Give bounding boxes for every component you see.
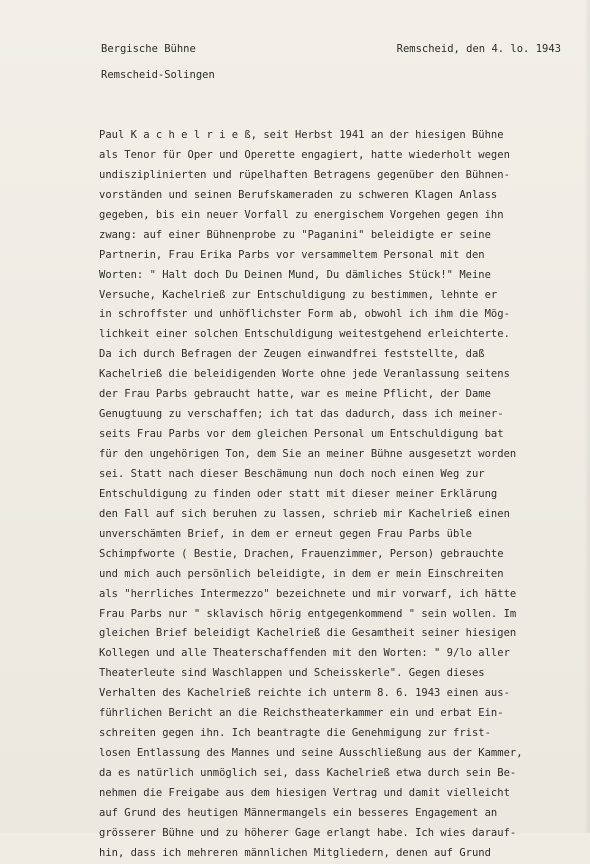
body-line: vorständen und seinen Berufskameraden zu schweren Klagen Anlass	[99, 188, 498, 201]
body-line: in schroffster und unhöflichster Form ab, obwohl ich ihm die Mög-	[99, 308, 510, 321]
body-line: losen Entlassung des Mannes und seine Ausschließung aus der Kammer,	[99, 747, 523, 760]
body-line: zwang: auf einer Bühnenprobe zu "Paganini" beleidigte er seine	[99, 228, 491, 241]
body-line: für den ungehörigen Ton, dem Sie an meiner Bühne ausgesetzt worden	[99, 448, 517, 460]
body-line: Da ich durch Befragen der Zeugen einwandfrei feststellte, daß	[99, 348, 485, 361]
body-line: als Tenor für Oper und Operette engagiert, hatte wiederholt wegen	[99, 148, 510, 161]
body-line: Kachelrieß die beleidigenden Worte ohne jede Veranlassung seitens	[99, 368, 510, 381]
body-line: Theaterleute sind Waschlappen und Scheisskerle". Gegen dieses	[99, 667, 485, 680]
body-line: Paul K a c h e l r i e ß, seit Herbst 1941 an der hiesigen Bühne	[99, 129, 504, 141]
body-line: und mich auch persönlich beleidigte, in dem er mein Einschreiten	[99, 567, 504, 580]
body-line: schreiten gegen ihn. Ich beantragte die Genehmigung zur frist-	[99, 727, 491, 740]
body-line: hin, dass ich mehreren männlichen Mitgliedern, denen auf Grund	[99, 846, 491, 859]
letter-header	[101, 36, 561, 88]
body-line: lichkeit einer solchen Entschuldigung weitestgehend erleichterte.	[99, 328, 510, 341]
body-line: Verhalten des Kachelrieß reichte ich unterm 8. 6. 1943 einen aus-	[99, 687, 510, 700]
letter-body	[99, 126, 559, 864]
body-line: unverschämten Brief, in dem er erneut gegen Frau Parbs üble	[99, 527, 472, 540]
body-line: undisziplinierten und rüpelhaften Betragens gegenüber den Bühnen-	[99, 168, 510, 181]
body-line: Schimpfworte ( Bestie, Drachen, Frauenzimmer, Person) gebrauchte	[99, 547, 504, 560]
body-line: da es natürlich unmöglich sei, dass Kachelrieß etwa durch sein Be-	[99, 767, 517, 779]
body-line: sei. Statt nach dieser Beschämung nun doch noch einen Weg zur	[99, 467, 485, 480]
body-line: grösserer Bühne und zu höherer Gage erlangt habe. Ich wies darauf-	[99, 826, 517, 839]
company-city: Remscheid-Solingen	[101, 69, 215, 81]
body-line: Frau Parbs nur " sklavisch hörig entgegenkommend " sein wollen. Im	[99, 607, 517, 620]
body-line: führlichen Bericht an die Reichstheaterkammer ein und erbat Ein-	[99, 707, 504, 720]
header-second-row	[101, 62, 561, 88]
body-line: nehmen die Freigabe aus dem hiesigen Vertrag und damit vielleicht	[99, 786, 510, 799]
body-line: gegeben, bis ein neuer Vorfall zu energischem Vorgehen gegen ihn	[99, 208, 504, 221]
header-top-row	[101, 36, 561, 62]
body-line: Partnerin, Frau Erika Parbs vor versammeltem Personal mit den	[99, 248, 485, 261]
body-line: der Frau Parbs gebraucht hatte, war es meine Pflicht, der Dame	[99, 388, 491, 401]
body-line: Genugtuung zu verschaffen; ich tat das dadurch, dass ich meiner-	[99, 408, 504, 421]
place-and-date: Remscheid, den 4. lo. 1943	[396, 43, 561, 55]
page-edge-shadow	[584, 0, 590, 833]
body-line: seits Frau Parbs vor dem gleichen Personal um Entschuldigung bat	[99, 428, 504, 441]
body-line: Worten: " Halt doch Du Deinen Mund, Du dämliches Stück!" Meine	[99, 268, 491, 281]
body-line: Versuche, Kachelrieß zur Entschuldigung zu bestimmen, lehnte er	[99, 288, 498, 301]
body-line: gleichen Brief beleidigt Kachelrieß die Gesamtheit seiner hiesigen	[99, 627, 517, 640]
body-line: den Fall auf sich beruhen zu lassen, schrieb mir Kachelrieß einen	[99, 507, 510, 520]
body-line: als "herrliches Intermezzo" bezeichnete und mir vorwarf, ich hätte	[99, 587, 517, 600]
body-line: auf Grund des heutigen Männermangels ein besseres Engagement an	[99, 806, 498, 819]
body-line: Kollegen und alle Theaterschaffenden mit den Worten: " 9/lo aller	[99, 647, 510, 660]
company-name: Bergische Bühne	[101, 43, 196, 55]
body-line: Entschuldigung zu finden oder statt mit dieser meiner Erklärung	[99, 487, 498, 500]
